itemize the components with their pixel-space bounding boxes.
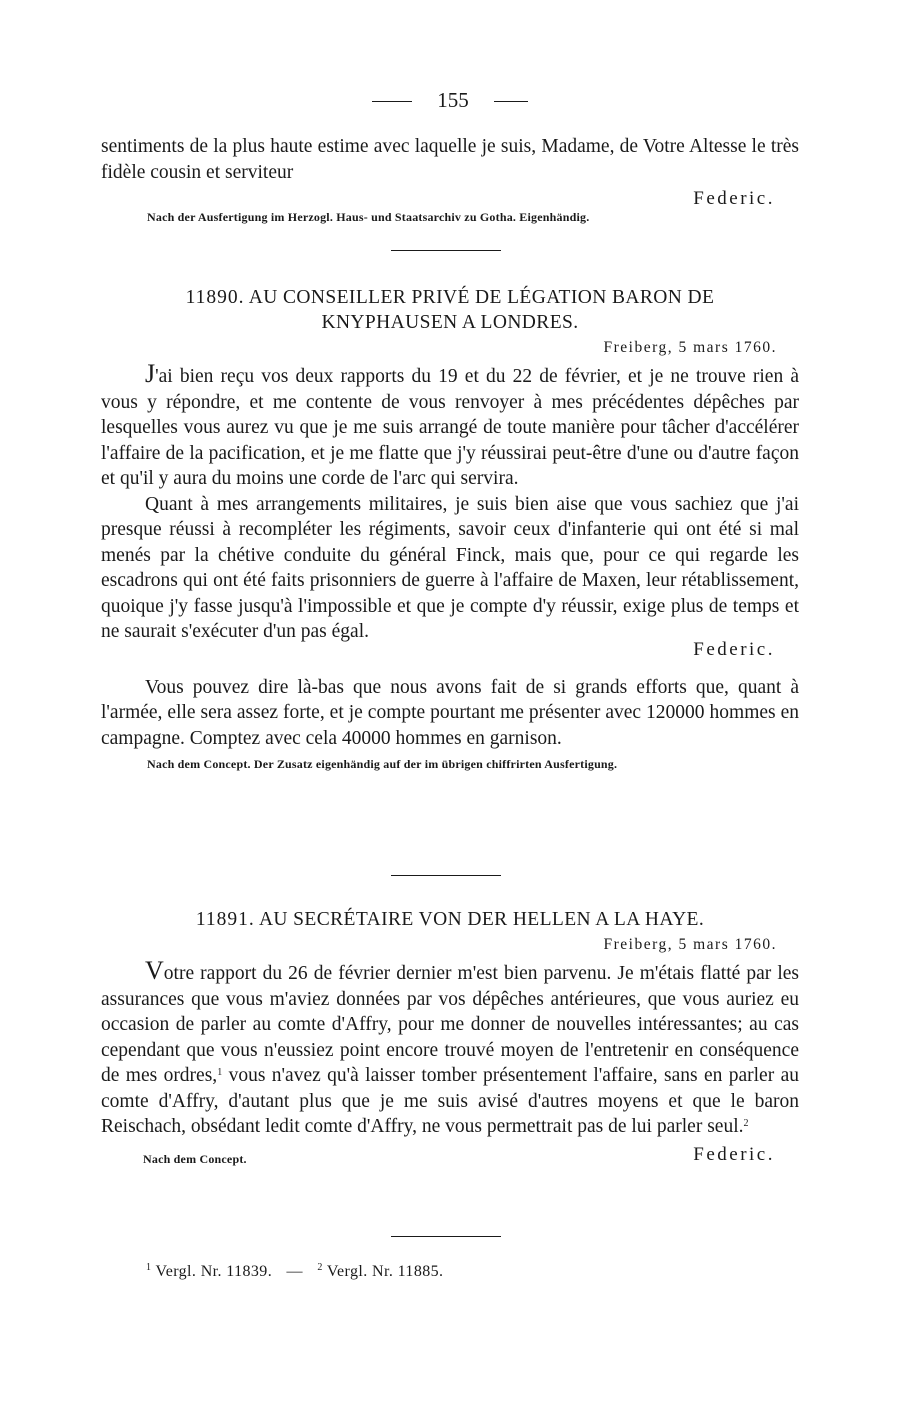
footnote-1: Vergl. Nr. 11839. xyxy=(155,1263,273,1280)
letter-paragraph-1: J'ai bien reçu vos deux rapports du 19 et du 22 de février, et je ne trouve rien à vous y répondre, et me contente de vous renvoyer à mes précédentes dépêches par lesquelles vous aurez vu que je me suis arrangé de toute manière pour tâcher d'accélérer l'affaire de la pacification, et je me flatte que j'y réussirai peut-être d'une ou d'autre façon et qu'il y aura du moins une corde de l'arc qui servira. xyxy=(101,359,799,489)
footnotes xyxy=(146,1263,443,1281)
footnote-divider xyxy=(391,1236,501,1237)
footnote-ref-2[interactable]: 2 xyxy=(743,1118,749,1129)
letter-11891 xyxy=(101,907,799,1172)
letter-title-line1: AU CONSEILLER PRIVÉ DE LÉGATION BARON DE xyxy=(248,287,715,308)
footnote-ref-1[interactable]: 1 xyxy=(217,1067,223,1078)
letter-signature: Federic. xyxy=(693,638,775,660)
header-dash-right xyxy=(494,101,528,102)
letter-date: Freiberg, 5 mars 1760. xyxy=(603,936,777,953)
header-dash-left xyxy=(372,101,412,102)
page-number: 155 xyxy=(437,88,469,112)
section-divider xyxy=(391,250,501,251)
letter-number: 11890. xyxy=(185,287,245,308)
letter-date: Freiberg, 5 mars 1760. xyxy=(603,339,777,356)
footnote-mark-1: 1 xyxy=(146,1262,152,1273)
section-divider xyxy=(391,875,501,876)
intro-block xyxy=(101,134,799,225)
intro-signature: Federic. xyxy=(693,188,775,209)
letter-title xyxy=(101,285,799,335)
letter-title-line1: AU SECRÉTAIRE VON DER HELLEN A LA HAYE. xyxy=(258,909,705,930)
letter-paragraph-1: Votre rapport du 26 de février dernier m'est bien parvenu. Je m'étais flatté par les assurances que vous m'aviez données par vos dépêches antérieures, que vous auriez eu occasion de parler au comte d'Affry, pour me donner de nouvelles intéressantes; au cas cependant que vous n'eussiez point encore trouvé moyen de l'entretenir en conséquence de mes ordres,$^1$ vous n'avez qu'à laisser tomber présentement l'affaire, sans en parler au comte d'Affry, d'autant plus que je me suis avisé d'autres moyens et que le baron Reischach, obsédant ledit comte d'Affry, ne vous permettrait pas de lui parler seul.$^2$ xyxy=(101,956,799,1137)
initial-letter: J xyxy=(145,359,156,388)
initial-letter: V xyxy=(145,956,164,985)
letter-postscript: Vous pouvez dire là-bas que nous avons fait de si grands efforts que, quant à l'armée, elle sera assez forte, et je compte pourtant me présenter avec 120000 hommes en campagne. Comptez avec cela 40000 hommes en garnison. xyxy=(101,676,799,749)
letter-title xyxy=(101,907,799,932)
footnote-2: Vergl. Nr. 11885. xyxy=(326,1263,444,1280)
page-header xyxy=(0,88,900,116)
intro-source-note: Nach der Ausfertigung im Herzogl. Haus- und Staatsarchiv zu Gotha. Eigenhändig. xyxy=(147,210,590,224)
letter-11890 xyxy=(101,285,799,772)
letter-number: 11891. xyxy=(195,909,255,930)
letter-source-note: Nach dem Concept. xyxy=(143,1151,247,1166)
letter-source-note: Nach dem Concept. Der Zusatz eigenhändig auf der im übrigen chiffrirten Ausfertigung. xyxy=(147,757,618,771)
letter-title-line2: KNYPHAUSEN A LONDRES. xyxy=(321,312,579,333)
letter-paragraph-2: Quant à mes arrangements militaires, je suis bien aise que vous sachiez que j'ai presque réussi à recompléter les régiments, savoir ceux d'infanterie qui ont été si mal menés par la chétive conduite du général Finck, mais que, pour ce qui regarde les escadrons qui ont été faits prisonniers de guerre à l'affaire de Maxen, leur rétablissement, quoique j'y fasse jusqu'à l'impossible et que je compte d'y réussir, exige plus de temps et ne saurait s'exécuter d'un pas égal. xyxy=(101,493,799,642)
letter-signature: Federic. xyxy=(693,1143,775,1165)
letter-footer xyxy=(101,1144,799,1172)
footnote-mark-2: 2 xyxy=(317,1262,323,1273)
footnote-separator: — xyxy=(286,1263,303,1280)
intro-text: sentiments de la plus haute estime avec laquelle je suis, Madame, de Votre Altesse le très fidèle cousin et serviteur xyxy=(101,136,799,183)
